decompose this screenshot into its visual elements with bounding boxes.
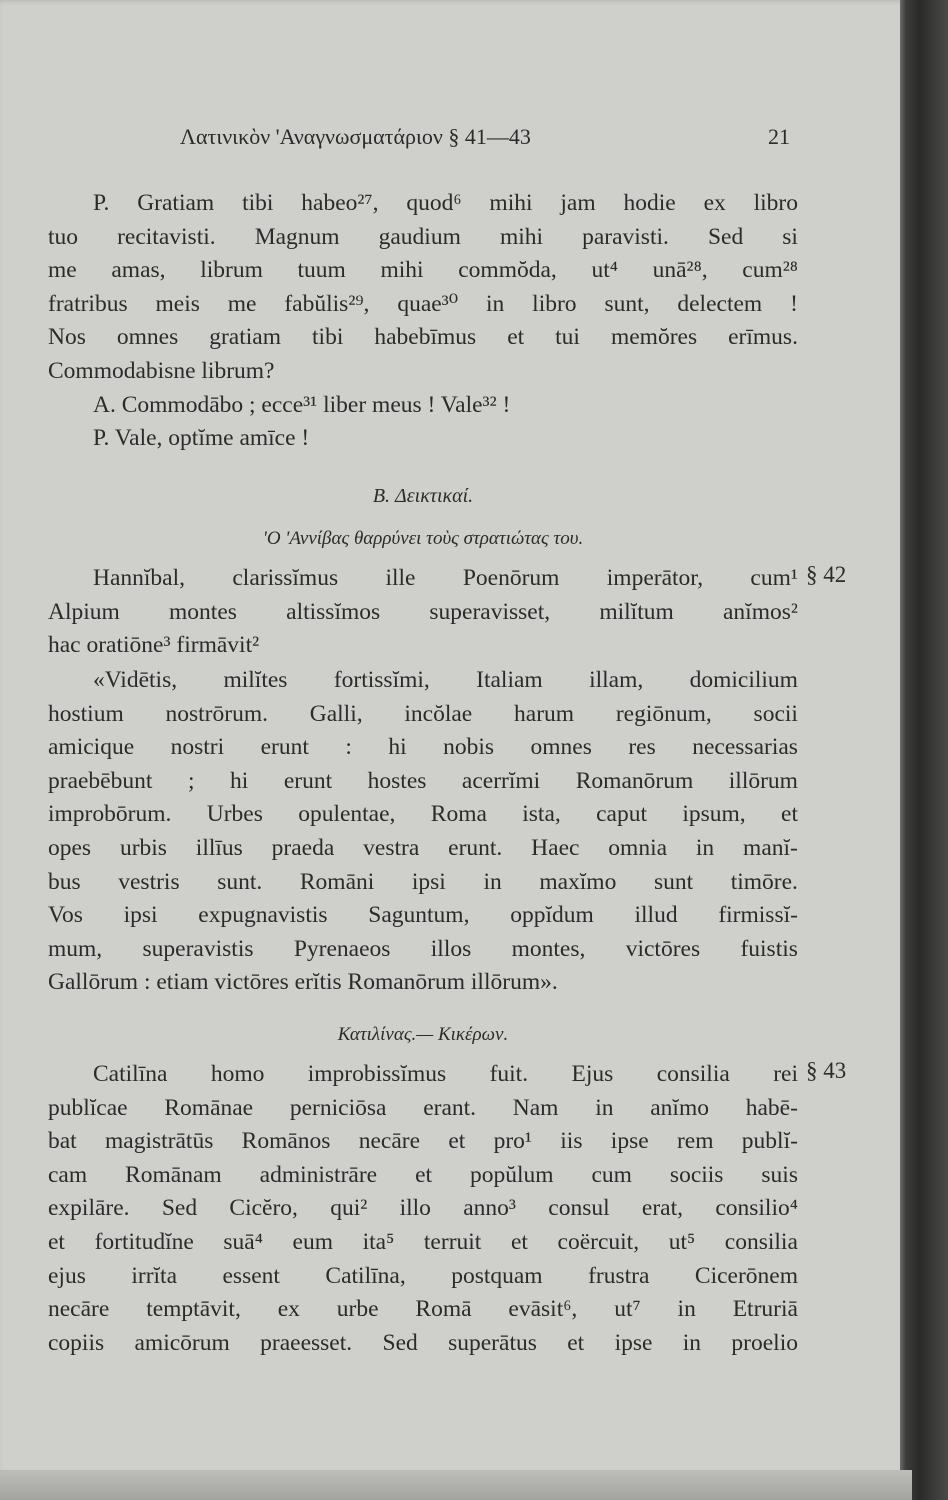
header-title: Λατινικὸν 'Αναγνωσματάριον § 41—43	[180, 124, 531, 149]
text-line: Nos omnes gratiam tibi habebīmus et tui memŏres erīmus.	[48, 324, 798, 351]
page-number: 21	[768, 124, 790, 149]
text-line: publĭcae Romānae perniciōsa erant. Nam in anĭmo habē-	[48, 1094, 798, 1121]
catilina-paragraph	[48, 1058, 798, 1360]
text-line: improbōrum. Urbes opulentae, Roma ista, caput ipsum, et	[48, 801, 798, 828]
text-line: me amas, librum tuum mihi commŏda, ut⁴ unā²⁸, cum²⁸	[48, 257, 798, 284]
book-spine-shadow	[900, 0, 948, 1500]
text-line: amicique nostri erunt : hi nobis omnes res necessarias	[48, 734, 798, 761]
text-line: praebēbunt ; hi erunt hostes acerrĭmi Romanōrum illōrum	[48, 767, 798, 794]
text-line: hac oratiōne³ firmāvit²	[48, 632, 260, 659]
section-42-mark: § 42	[806, 562, 847, 587]
text-line: necāre temptāvit, ex urbe Romā evāsit⁶, ut⁷ in Etruriā	[48, 1296, 798, 1323]
text-line: Commodabisne librum?	[48, 357, 275, 384]
catilina-heading: Κατιλίνας.— Κικέρων.	[337, 1024, 509, 1045]
text-line: opes urbis illīus praeda vestra erunt. Haec omnia in manĭ-	[48, 834, 798, 861]
text-line: et fortitudĭne suā⁴ eum ita⁵ terruit et coërcuit, ut⁵ consilia	[48, 1228, 798, 1255]
dialogue-block	[48, 187, 798, 456]
text-line: fratribus meis me fabŭlis²⁹, quae³⁰ in libro sunt, delectem !	[48, 290, 798, 317]
text-line: Gallōrum : etiam victōres erĭtis Romanōrum illōrum».	[48, 969, 558, 996]
text-line: tuo recitavisti. Magnum gaudium mihi paravisti. Sed si	[48, 223, 798, 250]
hannibal-speech	[48, 664, 798, 1000]
text-line: Alpium montes altissĭmos superavisset, milĭtum anĭmos²	[48, 598, 798, 625]
text-line: «Vidētis, milĭtes fortissĭmi, Italiam illam, domicilium	[93, 667, 798, 693]
text-line: copiis amicōrum praeesset. Sed superātus et ipse in proelio	[48, 1329, 798, 1356]
section-43-mark: § 43	[806, 1058, 847, 1083]
text-line: P. Vale, optĭme amīce !	[93, 425, 310, 452]
hannibal-intro	[48, 562, 798, 663]
text-line: bat magistrātūs Romānos necāre et pro¹ iis ipse rem publĭ-	[48, 1128, 798, 1155]
text-line: hostium nostrōrum. Galli, incŏlae harum regiōnum, socii	[48, 700, 798, 727]
page-bottom-edge	[0, 1470, 912, 1500]
text-line: Hannĭbal, clarissĭmus ille Poenōrum imperātor, cum¹	[93, 565, 798, 591]
hannibal-heading: 'Ο 'Αννίβας θαρρύνει τοὺς στρατιώτας του.	[262, 528, 584, 549]
text-line: bus vestris sunt. Romāni ipsi in maxĭmo sunt timōre.	[48, 868, 798, 895]
text-line: cam Romānam administrāre et popŭlum cum sociis suis	[48, 1161, 798, 1188]
text-line: A. Commodābo ; ecce³¹ liber meus ! Vale³² !	[93, 391, 511, 418]
text-line: Vos ipsi expugnavistis Saguntum, oppĭdum illud firmissĭ-	[48, 902, 798, 929]
section-b-heading: B. Δεικτικαί.	[372, 485, 474, 507]
text-line: ejus irrĭta essent Catilīna, postquam frustra Cicerōnem	[48, 1262, 798, 1289]
running-header	[180, 118, 790, 158]
text-line: mum, superavistis Pyrenaeos illos montes, victōres fuistis	[48, 935, 798, 962]
text-line: P. Gratiam tibi habeo²⁷, quod⁶ mihi jam hodie ex libro	[93, 190, 798, 216]
text-line: Catilīna homo improbissĭmus fuit. Ejus consilia rei	[93, 1061, 798, 1087]
text-line: expilāre. Sed Cicĕro, qui² illo anno³ consul erat, consilio⁴	[48, 1195, 798, 1222]
